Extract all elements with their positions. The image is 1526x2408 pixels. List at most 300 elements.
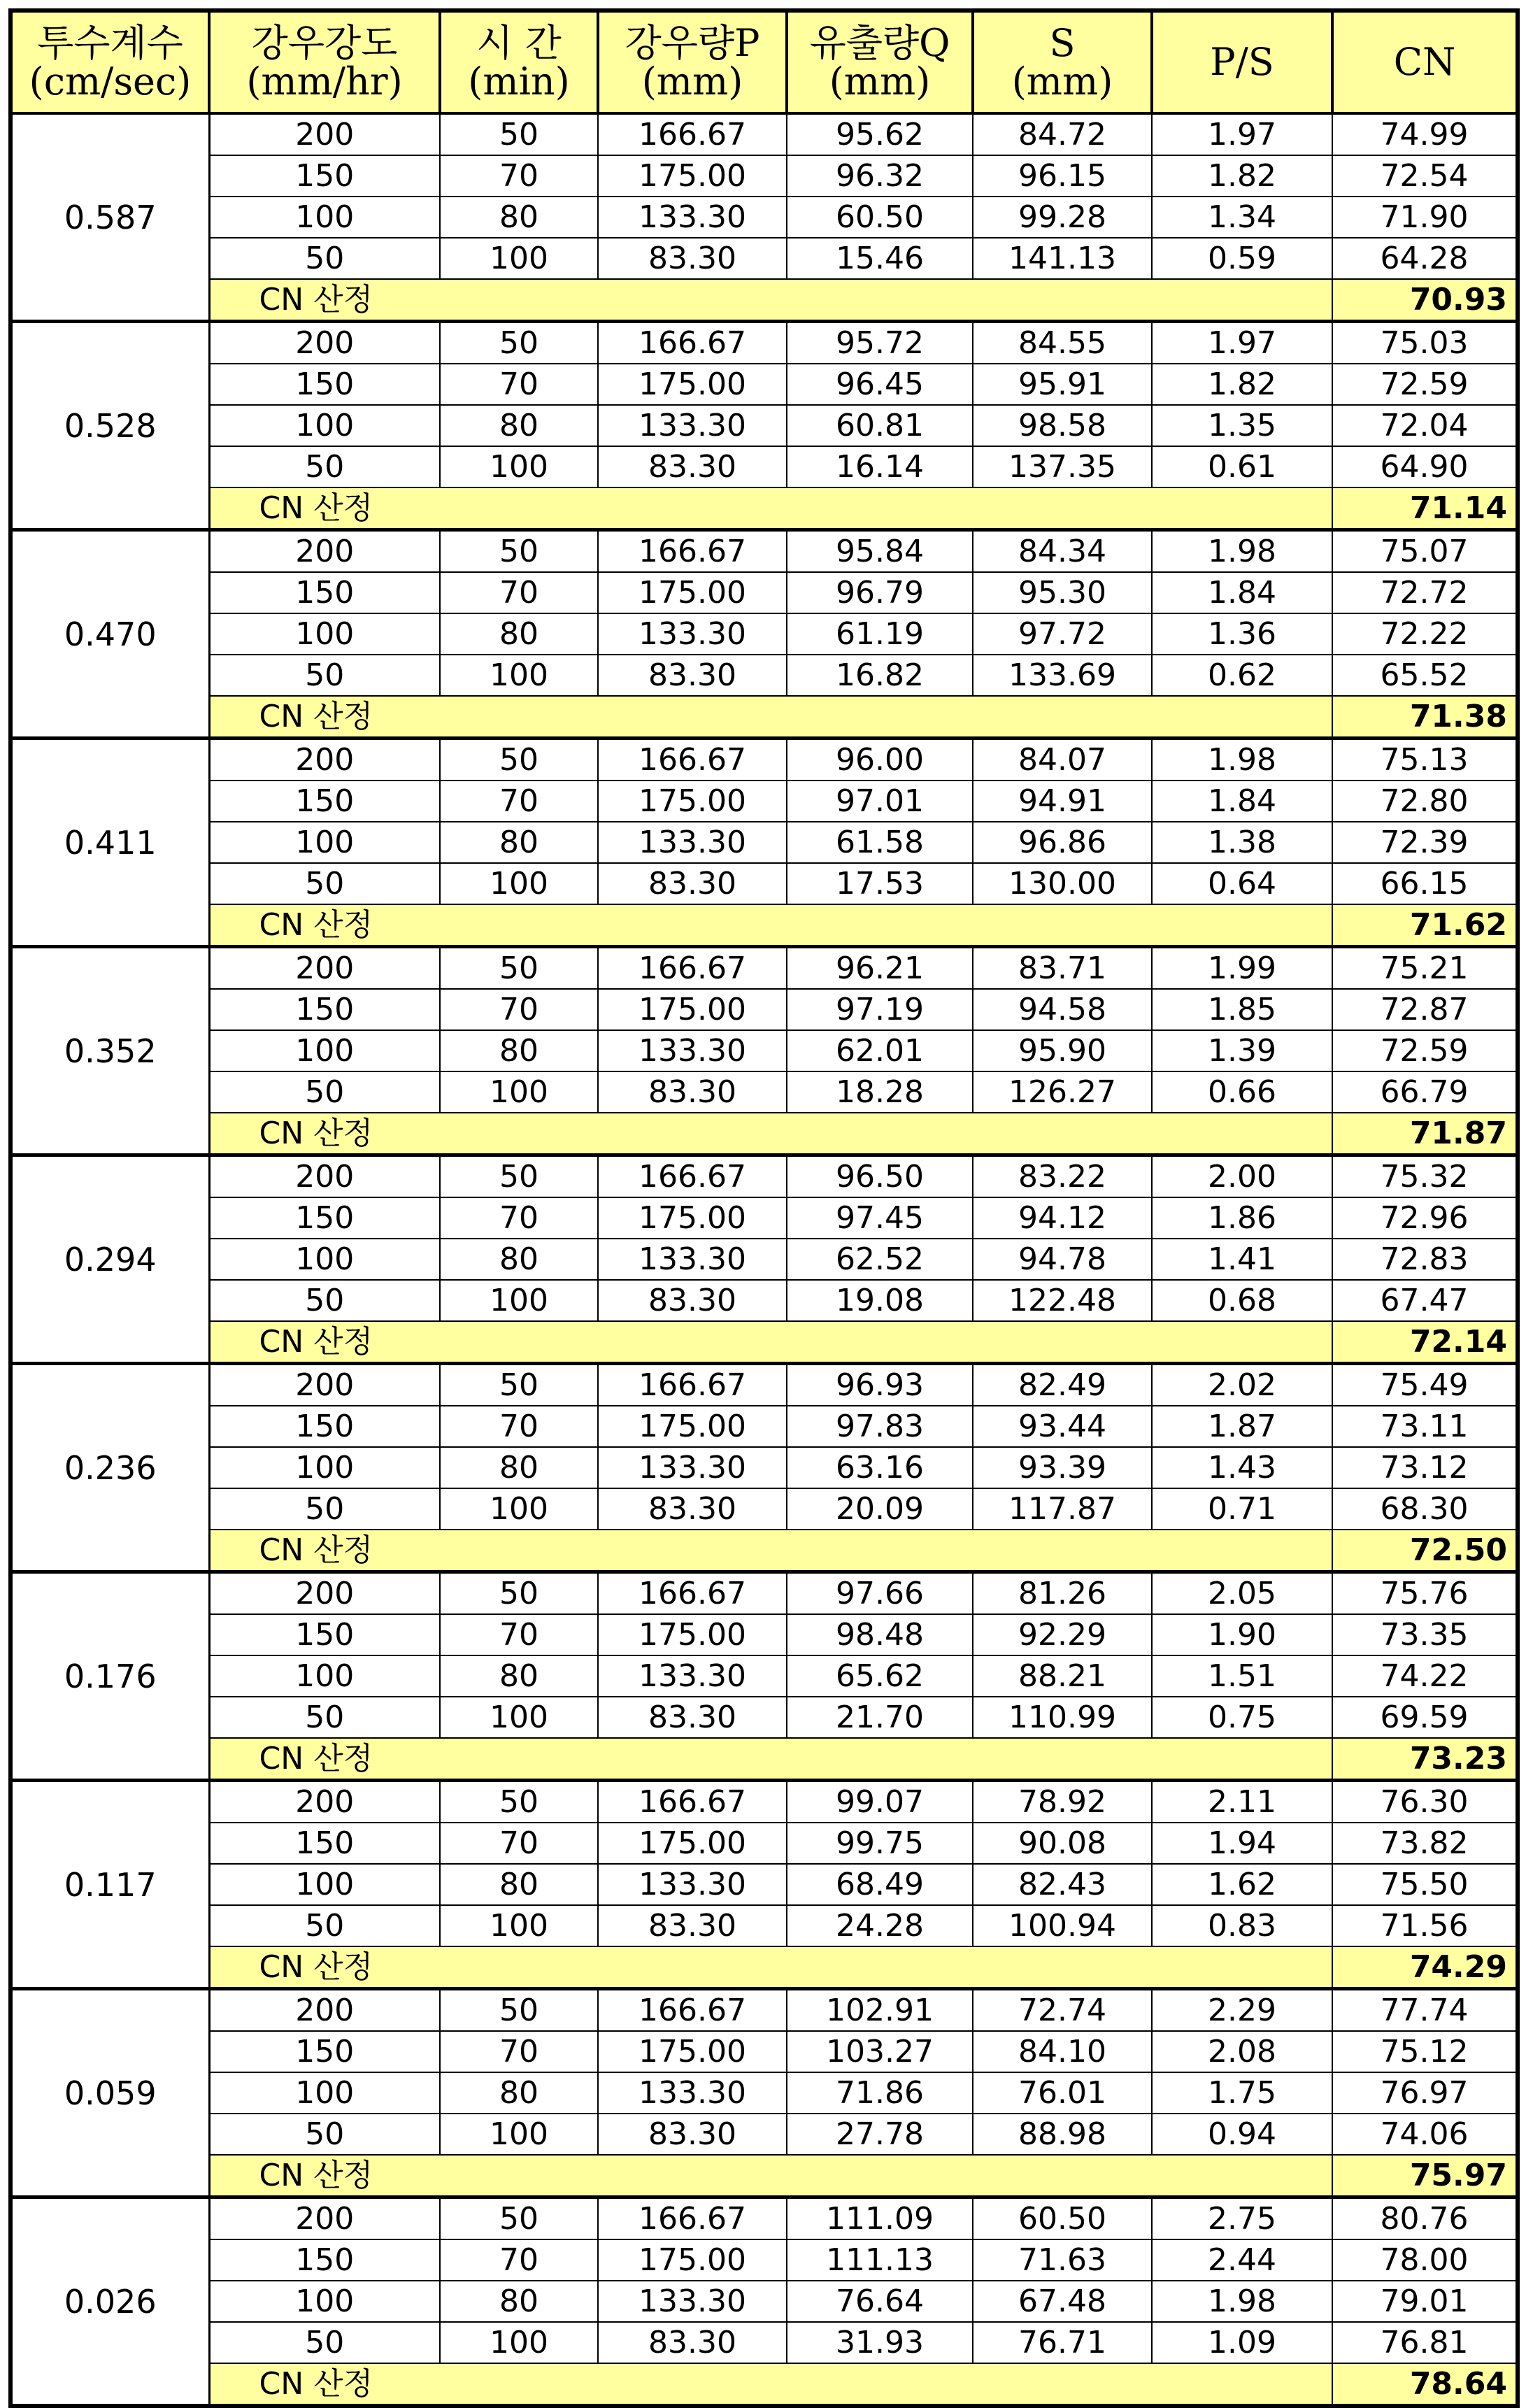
p-over-s-cell: 0.66 [1152, 1071, 1332, 1113]
cn-cell: 72.54 [1332, 155, 1518, 197]
rainfall-p-cell: 166.67 [598, 113, 787, 155]
s-cell: 100.94 [973, 1905, 1152, 1946]
rain-intensity-cell: 200 [209, 1364, 440, 1406]
table-row [10, 1864, 1518, 1905]
cn-summary-row [10, 904, 1518, 947]
cn-cell: 67.47 [1332, 1280, 1518, 1321]
rain-intensity-cell: 200 [209, 947, 440, 990]
p-over-s-cell: 2.00 [1152, 1155, 1332, 1198]
rain-intensity-cell: 100 [209, 405, 440, 446]
s-cell: 67.48 [973, 2281, 1152, 2322]
rain-intensity-cell: 150 [209, 1406, 440, 1447]
cn-cell: 76.30 [1332, 1781, 1518, 1823]
p-over-s-cell: 1.75 [1152, 2072, 1332, 2114]
s-cell: 78.92 [973, 1781, 1152, 1823]
runoff-q-cell: 31.93 [787, 2322, 973, 2363]
cn-cell: 75.50 [1332, 1864, 1518, 1905]
rain-intensity-cell: 200 [209, 1989, 440, 2032]
s-cell: 60.50 [973, 2197, 1152, 2240]
runoff-q-cell: 96.45 [787, 364, 973, 405]
p-over-s-cell: 1.38 [1152, 822, 1332, 863]
cn-cell: 73.11 [1332, 1406, 1518, 1447]
p-over-s-cell: 0.61 [1152, 446, 1332, 487]
rainfall-p-cell: 83.30 [598, 655, 787, 696]
cn-summary-label: CN 산정 [209, 1113, 1332, 1155]
p-over-s-cell: 1.86 [1152, 1197, 1332, 1239]
table-row [10, 655, 1518, 696]
time-cell: 70 [440, 155, 598, 197]
runoff-q-cell: 99.75 [787, 1823, 973, 1864]
rainfall-p-cell: 175.00 [598, 572, 787, 613]
time-cell: 80 [440, 405, 598, 446]
cn-cell: 65.52 [1332, 655, 1518, 696]
rain-intensity-cell: 50 [209, 238, 440, 279]
p-over-s-cell: 0.62 [1152, 655, 1332, 696]
cn-cell: 72.96 [1332, 1197, 1518, 1239]
rainfall-p-cell: 166.67 [598, 530, 787, 573]
rain-intensity-cell: 50 [209, 863, 440, 904]
cn-summary-row [10, 1530, 1518, 1572]
cn-cell: 76.81 [1332, 2322, 1518, 2363]
table-row [10, 1406, 1518, 1447]
p-over-s-cell: 0.83 [1152, 1905, 1332, 1946]
runoff-q-cell: 65.62 [787, 1655, 973, 1697]
p-over-s-cell: 1.84 [1152, 572, 1332, 613]
rain-intensity-cell: 100 [209, 1030, 440, 1071]
cn-summary-value: 74.29 [1332, 1946, 1518, 1989]
rainfall-p-cell: 83.30 [598, 2322, 787, 2363]
rainfall-p-cell: 175.00 [598, 1197, 787, 1239]
cn-summary-value: 72.50 [1332, 1530, 1518, 1572]
p-over-s-cell: 2.29 [1152, 1989, 1332, 2032]
time-cell: 80 [440, 1030, 598, 1071]
cn-cell: 66.79 [1332, 1071, 1518, 1113]
rain-intensity-cell: 100 [209, 2072, 440, 2114]
table-row [10, 1781, 1518, 1823]
cn-summary-label: CN 산정 [209, 2155, 1332, 2197]
p-over-s-cell: 1.90 [1152, 1614, 1332, 1655]
rainfall-p-cell: 83.30 [598, 446, 787, 487]
cn-cell: 76.97 [1332, 2072, 1518, 2114]
table-row [10, 197, 1518, 238]
header-rainfall-p: 강우량P (mm) [598, 10, 787, 113]
p-over-s-cell: 1.97 [1152, 113, 1332, 155]
cn-cell: 72.83 [1332, 1239, 1518, 1280]
cn-cell: 73.35 [1332, 1614, 1518, 1655]
s-cell: 93.44 [973, 1406, 1152, 1447]
cn-summary-value: 71.62 [1332, 904, 1518, 947]
time-cell: 80 [440, 1655, 598, 1697]
p-over-s-cell: 1.98 [1152, 530, 1332, 573]
runoff-q-cell: 16.82 [787, 655, 973, 696]
runoff-q-cell: 71.86 [787, 2072, 973, 2114]
rain-intensity-cell: 150 [209, 2031, 440, 2072]
table-row [10, 2197, 1518, 2240]
permeability-cell: 0.587 [10, 113, 209, 322]
time-cell: 70 [440, 1197, 598, 1239]
table-row [10, 1905, 1518, 1946]
rain-intensity-cell: 150 [209, 781, 440, 822]
rain-intensity-cell: 200 [209, 739, 440, 781]
s-cell: 72.74 [973, 1989, 1152, 2032]
s-cell: 84.10 [973, 2031, 1152, 2072]
table-row [10, 1697, 1518, 1738]
runoff-q-cell: 96.79 [787, 572, 973, 613]
rain-intensity-cell: 100 [209, 822, 440, 863]
s-cell: 117.87 [973, 1488, 1152, 1530]
time-cell: 50 [440, 2197, 598, 2240]
cn-cell: 64.28 [1332, 238, 1518, 279]
runoff-q-cell: 97.19 [787, 989, 973, 1030]
cn-summary-row [10, 1738, 1518, 1781]
s-cell: 96.86 [973, 822, 1152, 863]
s-cell: 83.22 [973, 1155, 1152, 1198]
cn-cell: 66.15 [1332, 863, 1518, 904]
table-row [10, 1488, 1518, 1530]
p-over-s-cell: 1.99 [1152, 947, 1332, 990]
rainfall-p-cell: 166.67 [598, 1572, 787, 1615]
cn-cell: 78.00 [1332, 2239, 1518, 2281]
rainfall-p-cell: 83.30 [598, 1280, 787, 1321]
cn-summary-label: CN 산정 [209, 2363, 1332, 2406]
header-permeability: 투수계수 (cm/sec) [10, 10, 209, 113]
s-cell: 94.78 [973, 1239, 1152, 1280]
rain-intensity-cell: 100 [209, 1655, 440, 1697]
rain-intensity-cell: 100 [209, 197, 440, 238]
table-row [10, 238, 1518, 279]
p-over-s-cell: 0.94 [1152, 2114, 1332, 2155]
cn-cell: 68.30 [1332, 1488, 1518, 1530]
cn-summary-label: CN 산정 [209, 487, 1332, 530]
rainfall-p-cell: 83.30 [598, 2114, 787, 2155]
rain-intensity-cell: 50 [209, 1280, 440, 1321]
p-over-s-cell: 1.35 [1152, 405, 1332, 446]
time-cell: 50 [440, 530, 598, 573]
rainfall-p-cell: 166.67 [598, 1155, 787, 1198]
cn-cell: 75.21 [1332, 947, 1518, 990]
time-cell: 100 [440, 655, 598, 696]
p-over-s-cell: 1.87 [1152, 1406, 1332, 1447]
cn-summary-value: 71.87 [1332, 1113, 1518, 1155]
time-cell: 80 [440, 2281, 598, 2322]
cn-cell: 74.22 [1332, 1655, 1518, 1697]
cn-summary-value: 70.93 [1332, 279, 1518, 322]
runoff-q-cell: 62.01 [787, 1030, 973, 1071]
rainfall-p-cell: 166.67 [598, 1989, 787, 2032]
s-cell: 133.69 [973, 655, 1152, 696]
rain-intensity-cell: 150 [209, 155, 440, 197]
time-cell: 70 [440, 2239, 598, 2281]
p-over-s-cell: 2.11 [1152, 1781, 1332, 1823]
s-cell: 95.30 [973, 572, 1152, 613]
runoff-q-cell: 99.07 [787, 1781, 973, 1823]
runoff-q-cell: 15.46 [787, 238, 973, 279]
time-cell: 80 [440, 2072, 598, 2114]
p-over-s-cell: 0.71 [1152, 1488, 1332, 1530]
runoff-q-cell: 63.16 [787, 1447, 973, 1488]
rain-intensity-cell: 150 [209, 2239, 440, 2281]
runoff-q-cell: 111.09 [787, 2197, 973, 2240]
permeability-cell: 0.059 [10, 1989, 209, 2197]
rain-intensity-cell: 200 [209, 1781, 440, 1823]
cn-cell: 69.59 [1332, 1697, 1518, 1738]
p-over-s-cell: 1.34 [1152, 197, 1332, 238]
table-row [10, 1280, 1518, 1321]
cn-cell: 72.87 [1332, 989, 1518, 1030]
cn-cell: 80.76 [1332, 2197, 1518, 2240]
rainfall-p-cell: 133.30 [598, 2072, 787, 2114]
p-over-s-cell: 1.09 [1152, 2322, 1332, 2363]
time-cell: 100 [440, 2114, 598, 2155]
cn-summary-label: CN 산정 [209, 696, 1332, 739]
rain-intensity-cell: 50 [209, 446, 440, 487]
cn-cell: 71.90 [1332, 197, 1518, 238]
runoff-q-cell: 102.91 [787, 1989, 973, 2032]
p-over-s-cell: 0.75 [1152, 1697, 1332, 1738]
s-cell: 84.55 [973, 322, 1152, 364]
cn-cell: 72.04 [1332, 405, 1518, 446]
cn-cell: 72.22 [1332, 613, 1518, 655]
rainfall-p-cell: 133.30 [598, 822, 787, 863]
s-cell: 137.35 [973, 446, 1152, 487]
cn-summary-row [10, 1946, 1518, 1989]
table-row [10, 1655, 1518, 1697]
header-rain-intensity: 강우강도 (mm/hr) [209, 10, 440, 113]
s-cell: 130.00 [973, 863, 1152, 904]
permeability-cell: 0.176 [10, 1572, 209, 1781]
rain-intensity-cell: 100 [209, 1447, 440, 1488]
cn-cell: 75.07 [1332, 530, 1518, 573]
rain-intensity-cell: 150 [209, 572, 440, 613]
header-s: S (mm) [973, 10, 1152, 113]
table-row [10, 947, 1518, 990]
time-cell: 80 [440, 1864, 598, 1905]
rainfall-p-cell: 83.30 [598, 1488, 787, 1530]
time-cell: 100 [440, 238, 598, 279]
table-row [10, 113, 1518, 155]
cn-cell: 75.12 [1332, 2031, 1518, 2072]
rainfall-p-cell: 166.67 [598, 1364, 787, 1406]
time-cell: 50 [440, 1781, 598, 1823]
rain-intensity-cell: 150 [209, 1197, 440, 1239]
cn-cell: 72.72 [1332, 572, 1518, 613]
runoff-q-cell: 76.64 [787, 2281, 973, 2322]
rainfall-p-cell: 83.30 [598, 1071, 787, 1113]
s-cell: 76.01 [973, 2072, 1152, 2114]
s-cell: 95.91 [973, 364, 1152, 405]
table-body [10, 113, 1518, 2406]
header-p-over-s: P/S [1152, 10, 1332, 113]
cn-summary-label: CN 산정 [209, 1738, 1332, 1781]
rainfall-p-cell: 175.00 [598, 2031, 787, 2072]
s-cell: 141.13 [973, 238, 1152, 279]
p-over-s-cell: 2.02 [1152, 1364, 1332, 1406]
cn-summary-value: 71.38 [1332, 696, 1518, 739]
time-cell: 50 [440, 1989, 598, 2032]
cn-cell: 75.49 [1332, 1364, 1518, 1406]
cn-summary-value: 78.64 [1332, 2363, 1518, 2406]
cn-cell: 74.99 [1332, 113, 1518, 155]
p-over-s-cell: 1.98 [1152, 739, 1332, 781]
rain-intensity-cell: 200 [209, 1572, 440, 1615]
rainfall-p-cell: 133.30 [598, 405, 787, 446]
rainfall-p-cell: 175.00 [598, 781, 787, 822]
table-row [10, 1447, 1518, 1488]
cn-cell: 75.03 [1332, 322, 1518, 364]
table-row [10, 989, 1518, 1030]
rain-intensity-cell: 200 [209, 2197, 440, 2240]
runoff-q-cell: 96.32 [787, 155, 973, 197]
rainfall-p-cell: 175.00 [598, 1823, 787, 1864]
runoff-q-cell: 98.48 [787, 1614, 973, 1655]
permeability-cell: 0.117 [10, 1781, 209, 1989]
rain-intensity-cell: 50 [209, 2322, 440, 2363]
rainfall-p-cell: 175.00 [598, 989, 787, 1030]
table-row [10, 1239, 1518, 1280]
p-over-s-cell: 1.97 [1152, 322, 1332, 364]
time-cell: 70 [440, 1614, 598, 1655]
header-runoff-q: 유출량Q (mm) [787, 10, 973, 113]
table-row [10, 2322, 1518, 2363]
p-over-s-cell: 1.43 [1152, 1447, 1332, 1488]
s-cell: 93.39 [973, 1447, 1152, 1488]
s-cell: 126.27 [973, 1071, 1152, 1113]
rain-intensity-cell: 100 [209, 1239, 440, 1280]
s-cell: 88.21 [973, 1655, 1152, 1697]
rain-intensity-cell: 50 [209, 1697, 440, 1738]
header-time: 시 간 (min) [440, 10, 598, 113]
time-cell: 100 [440, 1280, 598, 1321]
rainfall-p-cell: 133.30 [598, 1655, 787, 1697]
cn-cell: 75.13 [1332, 739, 1518, 781]
time-cell: 50 [440, 947, 598, 990]
runoff-q-cell: 60.81 [787, 405, 973, 446]
rain-intensity-cell: 100 [209, 1864, 440, 1905]
runoff-q-cell: 62.52 [787, 1239, 973, 1280]
table-row [10, 1071, 1518, 1113]
time-cell: 70 [440, 781, 598, 822]
cn-summary-row [10, 279, 1518, 322]
rain-intensity-cell: 100 [209, 613, 440, 655]
p-over-s-cell: 2.75 [1152, 2197, 1332, 2240]
rainfall-p-cell: 166.67 [598, 1781, 787, 1823]
cn-summary-row [10, 2155, 1518, 2197]
time-cell: 80 [440, 613, 598, 655]
runoff-q-cell: 95.72 [787, 322, 973, 364]
table-row [10, 2072, 1518, 2114]
runoff-q-cell: 19.08 [787, 1280, 973, 1321]
runoff-q-cell: 96.00 [787, 739, 973, 781]
cn-cell: 73.82 [1332, 1823, 1518, 1864]
rainfall-p-cell: 133.30 [598, 1239, 787, 1280]
runoff-q-cell: 96.21 [787, 947, 973, 990]
s-cell: 96.15 [973, 155, 1152, 197]
p-over-s-cell: 2.44 [1152, 2239, 1332, 2281]
runoff-q-cell: 18.28 [787, 1071, 973, 1113]
p-over-s-cell: 1.41 [1152, 1239, 1332, 1280]
time-cell: 50 [440, 1364, 598, 1406]
s-cell: 94.58 [973, 989, 1152, 1030]
table-row [10, 739, 1518, 781]
time-cell: 100 [440, 1697, 598, 1738]
runoff-q-cell: 61.19 [787, 613, 973, 655]
rainfall-p-cell: 83.30 [598, 1905, 787, 1946]
s-cell: 84.72 [973, 113, 1152, 155]
runoff-q-cell: 16.14 [787, 446, 973, 487]
cn-summary-value: 72.14 [1332, 1321, 1518, 1364]
cn-cell: 77.74 [1332, 1989, 1518, 2032]
rainfall-p-cell: 83.30 [598, 238, 787, 279]
runoff-q-cell: 111.13 [787, 2239, 973, 2281]
runoff-q-cell: 95.84 [787, 530, 973, 573]
rain-intensity-cell: 200 [209, 530, 440, 573]
time-cell: 50 [440, 1572, 598, 1615]
table-row [10, 613, 1518, 655]
runoff-q-cell: 95.62 [787, 113, 973, 155]
cn-summary-value: 75.97 [1332, 2155, 1518, 2197]
time-cell: 100 [440, 1488, 598, 1530]
runoff-q-cell: 27.78 [787, 2114, 973, 2155]
table-row [10, 781, 1518, 822]
p-over-s-cell: 0.59 [1152, 238, 1332, 279]
cn-cell: 72.39 [1332, 822, 1518, 863]
table-row [10, 2281, 1518, 2322]
p-over-s-cell: 1.51 [1152, 1655, 1332, 1697]
cn-cell: 64.90 [1332, 446, 1518, 487]
cn-summary-row [10, 1321, 1518, 1364]
cn-summary-label: CN 산정 [209, 1321, 1332, 1364]
runoff-q-cell: 97.83 [787, 1406, 973, 1447]
rain-intensity-cell: 200 [209, 1155, 440, 1198]
rain-intensity-cell: 50 [209, 1488, 440, 1530]
cn-summary-value: 73.23 [1332, 1738, 1518, 1781]
rainfall-p-cell: 133.30 [598, 1030, 787, 1071]
time-cell: 70 [440, 1823, 598, 1864]
p-over-s-cell: 0.64 [1152, 863, 1332, 904]
p-over-s-cell: 1.62 [1152, 1864, 1332, 1905]
runoff-q-cell: 24.28 [787, 1905, 973, 1946]
p-over-s-cell: 0.68 [1152, 1280, 1332, 1321]
rain-intensity-cell: 100 [209, 2281, 440, 2322]
time-cell: 100 [440, 863, 598, 904]
table-row [10, 1197, 1518, 1239]
cn-summary-label: CN 산정 [209, 904, 1332, 947]
runoff-q-cell: 103.27 [787, 2031, 973, 2072]
rain-intensity-cell: 200 [209, 113, 440, 155]
runoff-q-cell: 97.66 [787, 1572, 973, 1615]
cn-cell: 74.06 [1332, 2114, 1518, 2155]
header-cn: CN [1332, 10, 1518, 113]
cn-cell: 72.80 [1332, 781, 1518, 822]
p-over-s-cell: 1.94 [1152, 1823, 1332, 1864]
rainfall-p-cell: 133.30 [598, 2281, 787, 2322]
time-cell: 100 [440, 446, 598, 487]
p-over-s-cell: 2.05 [1152, 1572, 1332, 1615]
time-cell: 70 [440, 989, 598, 1030]
rain-intensity-cell: 150 [209, 989, 440, 1030]
s-cell: 97.72 [973, 613, 1152, 655]
time-cell: 100 [440, 2322, 598, 2363]
s-cell: 84.07 [973, 739, 1152, 781]
runoff-q-cell: 21.70 [787, 1697, 973, 1738]
table-row [10, 1989, 1518, 2032]
time-cell: 70 [440, 364, 598, 405]
table-row [10, 1155, 1518, 1198]
s-cell: 71.63 [973, 2239, 1152, 2281]
table-row [10, 1614, 1518, 1655]
rainfall-p-cell: 175.00 [598, 2239, 787, 2281]
cn-summary-label: CN 산정 [209, 1530, 1332, 1572]
